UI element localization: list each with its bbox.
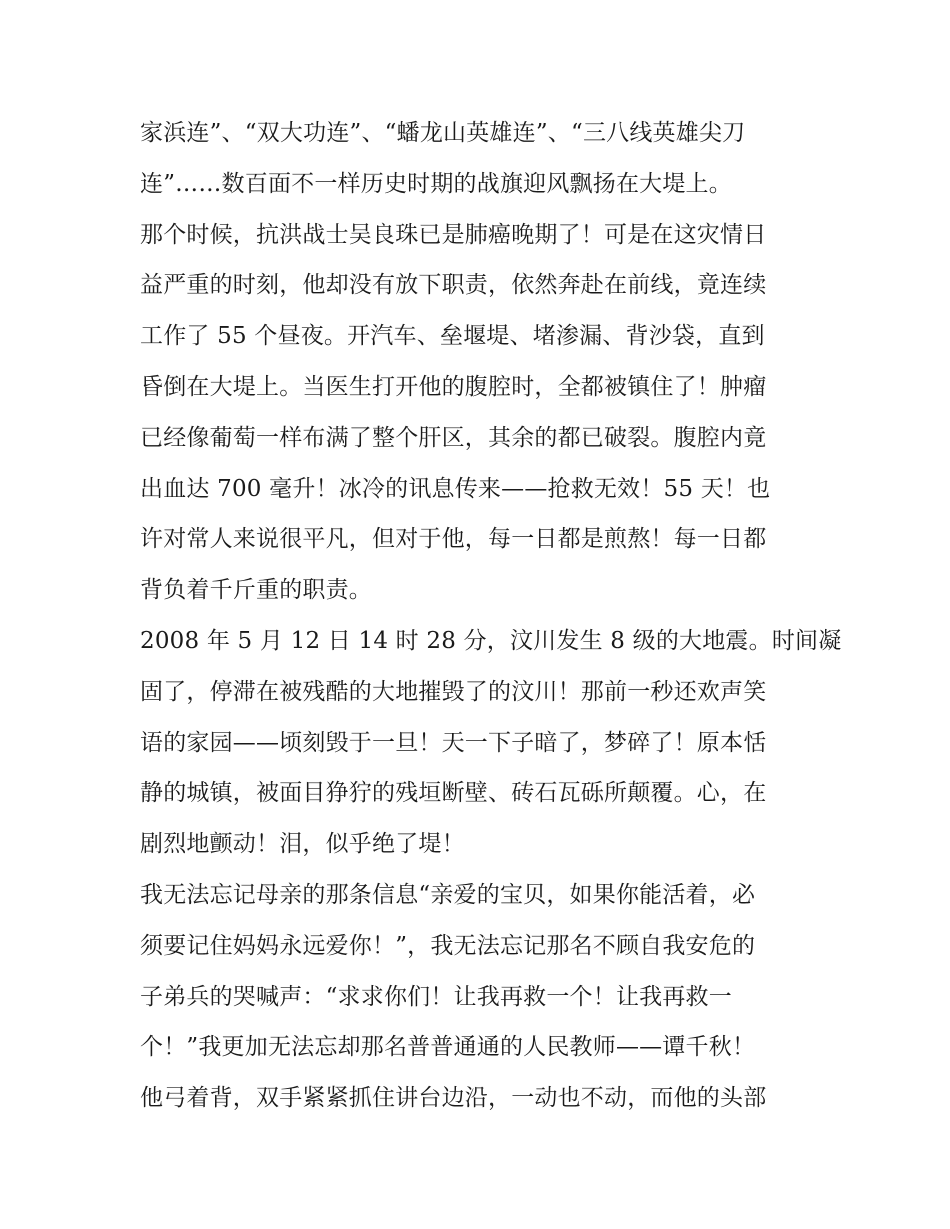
text-line: 许对常人来说很平凡，但对于他，每一日都是煎熬！每一日都 <box>140 526 767 553</box>
text-line: 子弟兵的哭喊声：“求求你们！让我再救一个！让我再救一 <box>140 983 732 1010</box>
text-line: 我无法忘记母亲的那条信息“亲爱的宝贝，如果你能活着，必 <box>140 881 756 908</box>
text-line: 须要记住妈妈永远爱你！”，我无法忘记那名不顾自我安危的 <box>140 932 756 959</box>
text-line: 工作了 55 个昼夜。开汽车、垒堰堤、堵渗漏、背沙袋，直到 <box>140 323 765 350</box>
text-line: 昏倒在大堤上。当医生打开他的腹腔时，全都被镇住了！肿瘤 <box>140 373 767 400</box>
text-line: 背负着千斤重的职责。 <box>140 577 372 604</box>
body-text <box>140 108 842 1124</box>
text-line: 他弓着背，双手紧紧抓住讲台边沿，一动也不动，而他的头部 <box>140 1085 767 1112</box>
text-line: 连”……数百面不一样历史时期的战旗迎风飘扬在大堤上。 <box>140 170 732 197</box>
text-line: 语的家园——顷刻毁于一旦！天一下子暗了，梦碎了！原本恬 <box>140 729 767 756</box>
text-line: 剧烈地颤动！泪，似乎绝了堤！ <box>140 831 465 858</box>
text-line: 2008 年 5 月 12 日 14 时 28 分，汶川发生 8 级的大地震。时间凝 <box>140 627 842 654</box>
text-line: 那个时候，抗洪战士吴良珠已是肺癌晚期了！可是在这灾情日 <box>140 221 767 248</box>
text-line: 个！”我更加无法忘却那名普普通通的人民教师——谭千秋！ <box>140 1034 756 1061</box>
text-line: 固了，停滞在被残酷的大地摧毁了的汶川！那前一秒还欢声笑 <box>140 678 767 705</box>
text-line: 出血达 700 毫升！冰冷的讯息传来——抢救无效！55 天！也 <box>140 475 771 502</box>
text-line: 家浜连”、“双大功连”、“蟠龙山英雄连”、“三八线英雄尖刀 <box>140 120 746 146</box>
text-line: 已经像葡萄一样布满了整个肝区，其余的都已破裂。腹腔内竟 <box>140 424 767 451</box>
text-line: 益严重的时刻，他却没有放下职责，依然奔赴在前线，竟连续 <box>140 272 767 299</box>
text-line: 静的城镇，被面目狰狞的残垣断壁、砖石瓦砾所颠覆。心，在 <box>140 780 767 807</box>
